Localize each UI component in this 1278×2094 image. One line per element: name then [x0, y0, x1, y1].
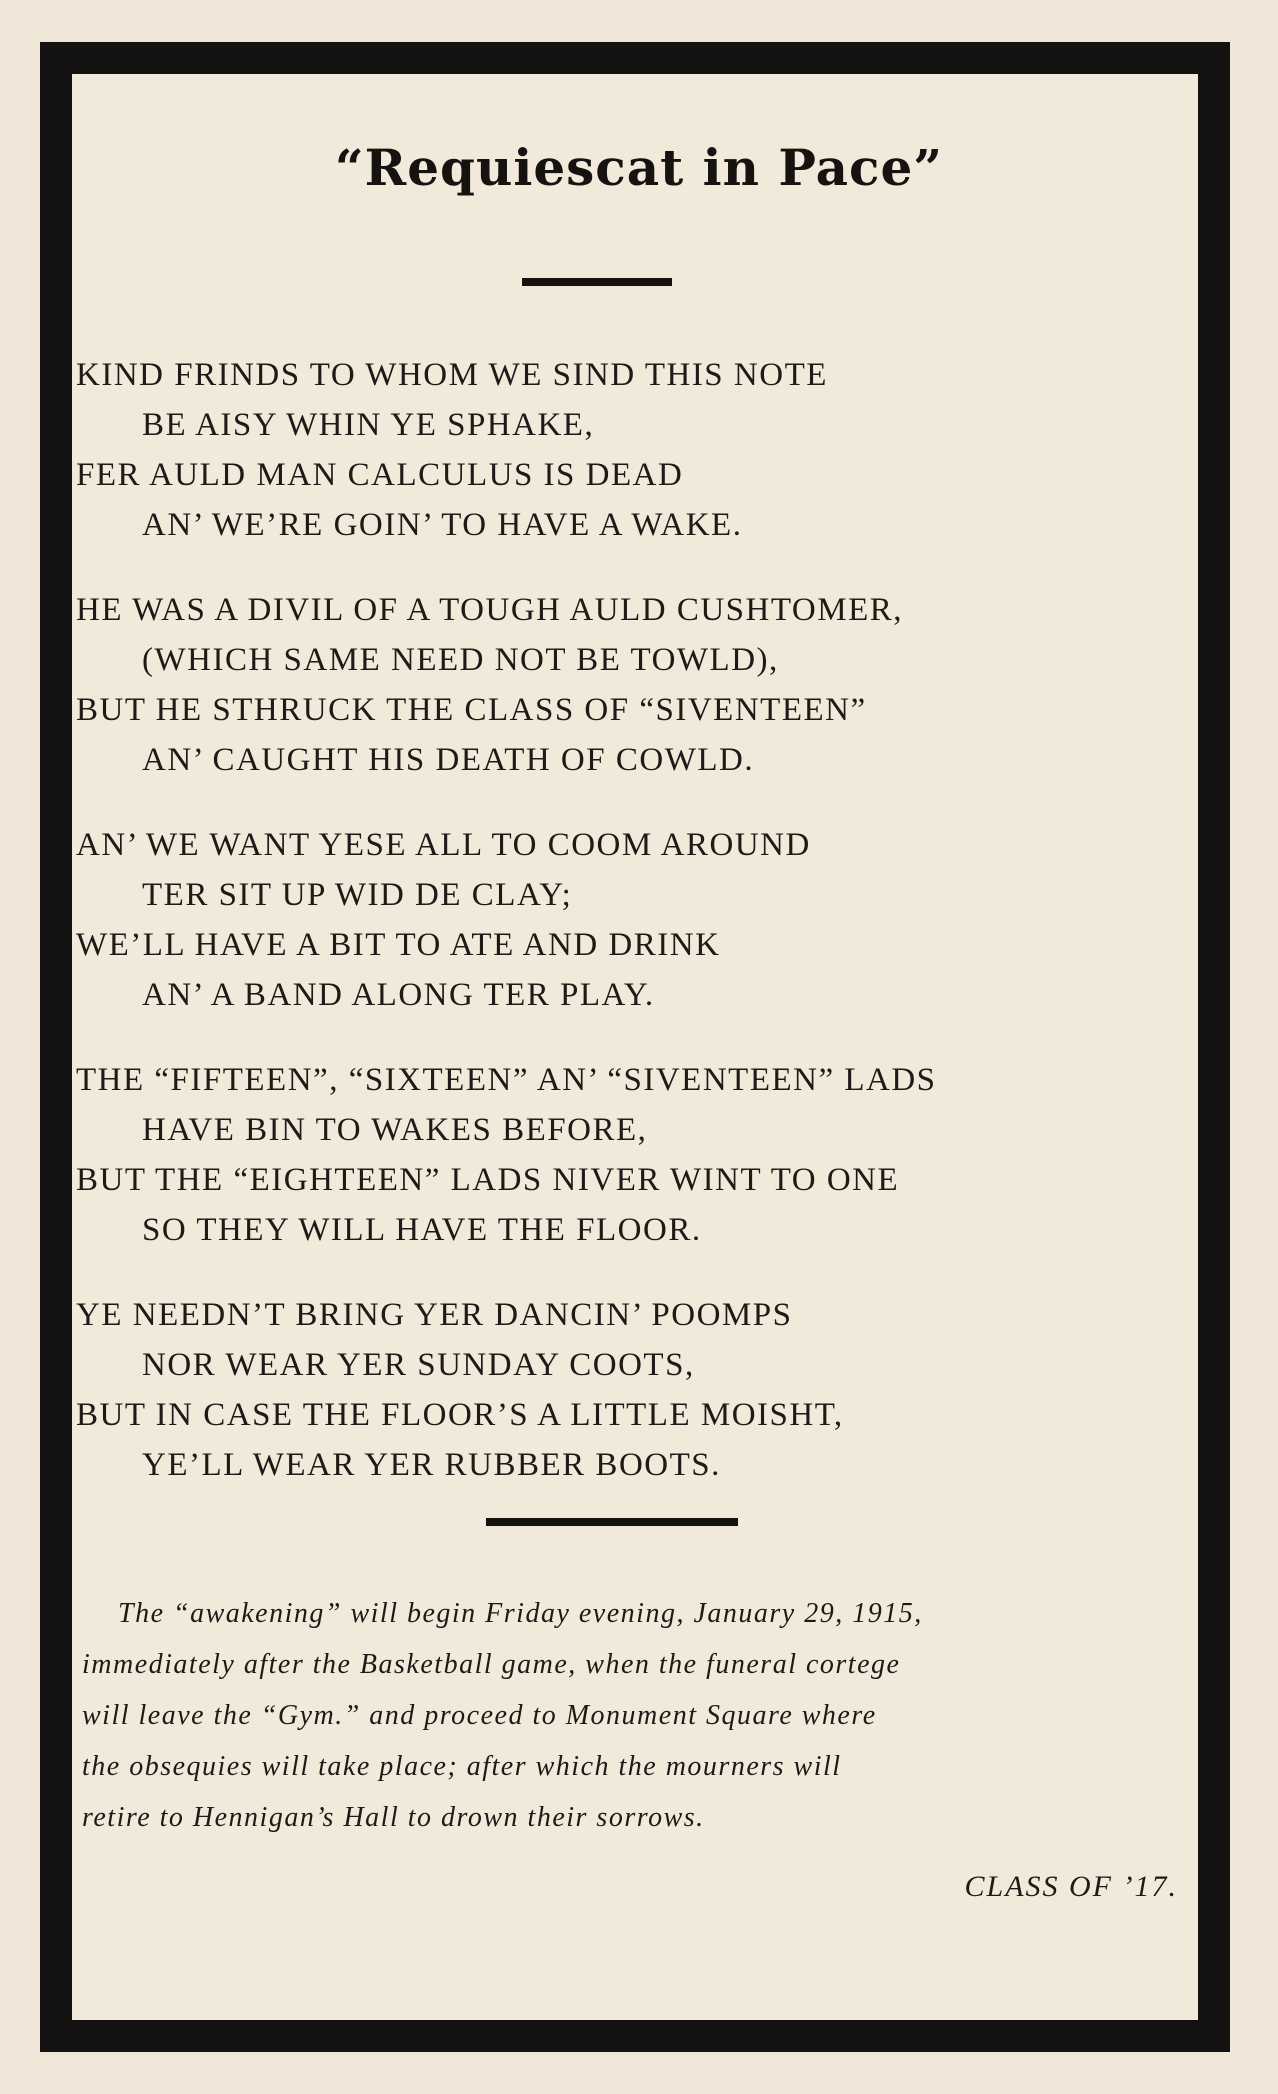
verse-line: BUT THE “EIGHTEEN” LADS NIVER WINT TO ONE: [76, 1162, 900, 1198]
notice-divider: [486, 1518, 738, 1526]
verse-line: (WHICH SAME NEED NOT BE TOWLD),: [142, 642, 779, 678]
stanza-5: [76, 1290, 844, 1490]
verse-line: AN’ A BAND ALONG TER PLAY.: [142, 977, 655, 1013]
stanza-1: [76, 350, 828, 550]
verse-line: HAVE BIN TO WAKES BEFORE,: [142, 1112, 648, 1148]
stanza-3: [76, 820, 811, 1020]
stanza-4: [76, 1055, 937, 1255]
verse-line: AN’ CAUGHT HIS DEATH OF COWLD.: [142, 742, 755, 778]
page-title: “Requiescat in Pace”: [334, 138, 944, 197]
verse-line: SO THEY WILL HAVE THE FLOOR.: [142, 1212, 702, 1248]
notice-line: The “awakening” will begin Friday evening, January 29, 1915,: [118, 1598, 923, 1629]
verse-line: KIND FRINDS TO WHOM WE SIND THIS NOTE: [76, 357, 828, 393]
stanza-2: [76, 585, 903, 785]
notice-line: will leave the “Gym.” and proceed to Monument Square where: [82, 1700, 877, 1731]
verse-line: NOR WEAR YER SUNDAY COOTS,: [142, 1347, 695, 1383]
verse-line: BE AISY WHIN YE SPHAKE,: [142, 407, 595, 443]
verse-line: FER AULD MAN CALCULUS IS DEAD: [76, 457, 684, 493]
verse-line: WE’LL HAVE A BIT TO ATE AND DRINK: [76, 927, 721, 963]
verse-line: THE “FIFTEEN”, “SIXTEEN” AN’ “SIVENTEEN” LADS: [76, 1062, 937, 1098]
verse-line: BUT HE STHRUCK THE CLASS OF “SIVENTEEN”: [76, 692, 867, 728]
verse-line: BUT IN CASE THE FLOOR’S A LITTLE MOISHT,: [76, 1397, 844, 1433]
signature: CLASS OF ’17.: [964, 1870, 1178, 1903]
verse-line: HE WAS A DIVIL OF A TOUGH AULD CUSHTOMER,: [76, 592, 904, 628]
verse-line: AN’ WE’RE GOIN’ TO HAVE A WAKE.: [142, 507, 743, 543]
notice-line: retire to Hennigan’s Hall to drown their sorrows.: [82, 1802, 705, 1833]
notice-line: immediately after the Basketball game, when the funeral cortege: [82, 1649, 901, 1680]
notice-line: the obsequies will take place; after which the mourners will: [82, 1751, 842, 1782]
verse-line: AN’ WE WANT YESE ALL TO COOM AROUND: [76, 827, 811, 863]
verse-line: YE NEEDN’T BRING YER DANCIN’ POOMPS: [76, 1297, 793, 1333]
event-notice: [82, 1588, 1112, 1843]
verse-line: YE’LL WEAR YER RUBBER BOOTS.: [142, 1447, 721, 1483]
verse-line: TER SIT UP WID DE CLAY;: [142, 877, 573, 913]
title-divider: [522, 278, 672, 286]
